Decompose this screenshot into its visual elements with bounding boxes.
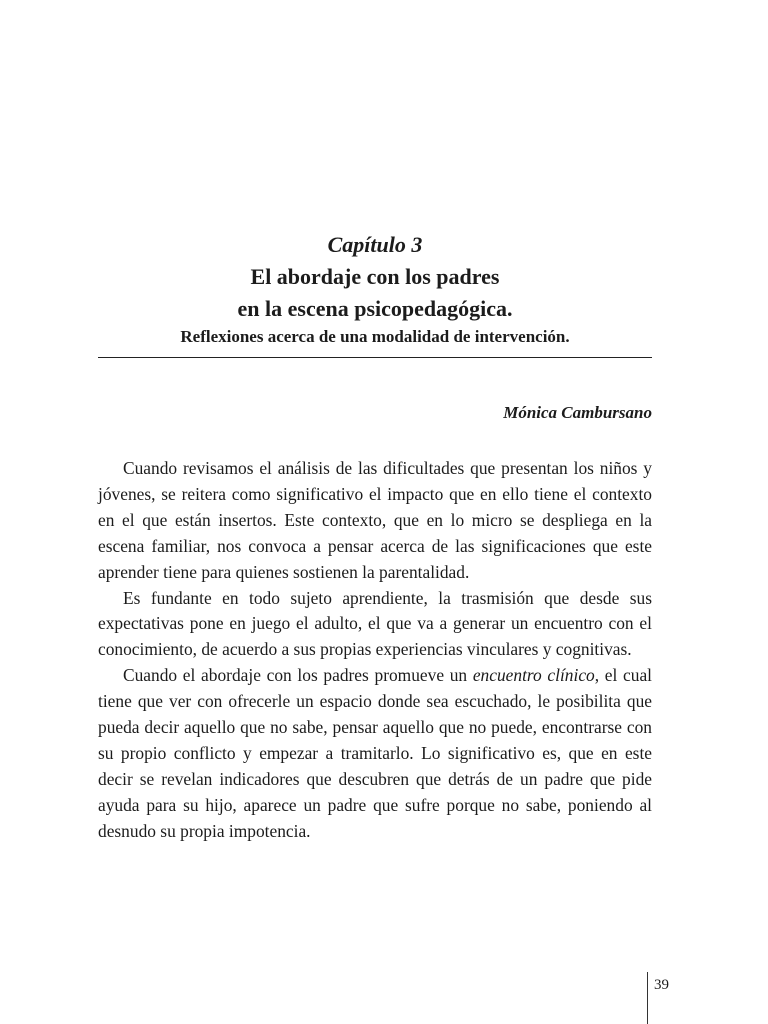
paragraph-3-emphasis: encuentro clínico — [472, 665, 595, 686]
title-divider — [98, 357, 652, 358]
page-number: 39 — [654, 977, 669, 993]
chapter-label: Capítulo 3 — [327, 232, 423, 257]
paragraph-1: Cuando revisamos el análisis de las dificultades que presentan los niños y jóvenes, se reitera como significativo el impacto que en ello tiene el contexto en el que están insertos. Este contexto, que en lo micro se despliega en la escena familiar, nos convoca a pensar acerca de las significaciones que este aprender tiene para quienes sostienen la parentalidad. — [98, 458, 652, 582]
paragraph-3 — [98, 663, 652, 844]
paragraph-2: Es fundante en todo sujeto aprendiente, la trasmisión que desde sus expectativas pone en juego el adulto, el que va a generar un encuentro con el conocimiento, de acuerdo a sus propias experiencias vinculares y cognitivas. — [98, 587, 652, 660]
author-name: Mónica Cambursano — [503, 403, 652, 422]
paragraph-3-start: Cuando el abordaje con los padres promueve un — [123, 665, 473, 686]
body-text — [98, 456, 652, 845]
chapter-title-line-2: en la escena psicopedagógica. — [237, 296, 513, 321]
page-number-divider — [647, 972, 648, 1024]
paragraph-3-end: , el cual tiene que ver con ofrecerle un espacio donde sea escuchado, le posibilita que pueda decir aquello que no sabe, pensar aquello que no puede, encontrarse con su propio conflicto y empezar a tramitarlo. Lo significativo es, que en este decir se revelan indicadores que descubren que detrás de un padre que pide ayuda para su hijo, aparece un padre que sufre porque no sabe, poniendo al desnudo su propia impotencia. — [98, 665, 653, 841]
chapter-title-line-1: El abordaje con los padres — [250, 264, 500, 289]
chapter-heading — [98, 228, 652, 349]
chapter-subtitle: Reflexiones acerca de una modalidad de intervención. — [180, 327, 570, 346]
